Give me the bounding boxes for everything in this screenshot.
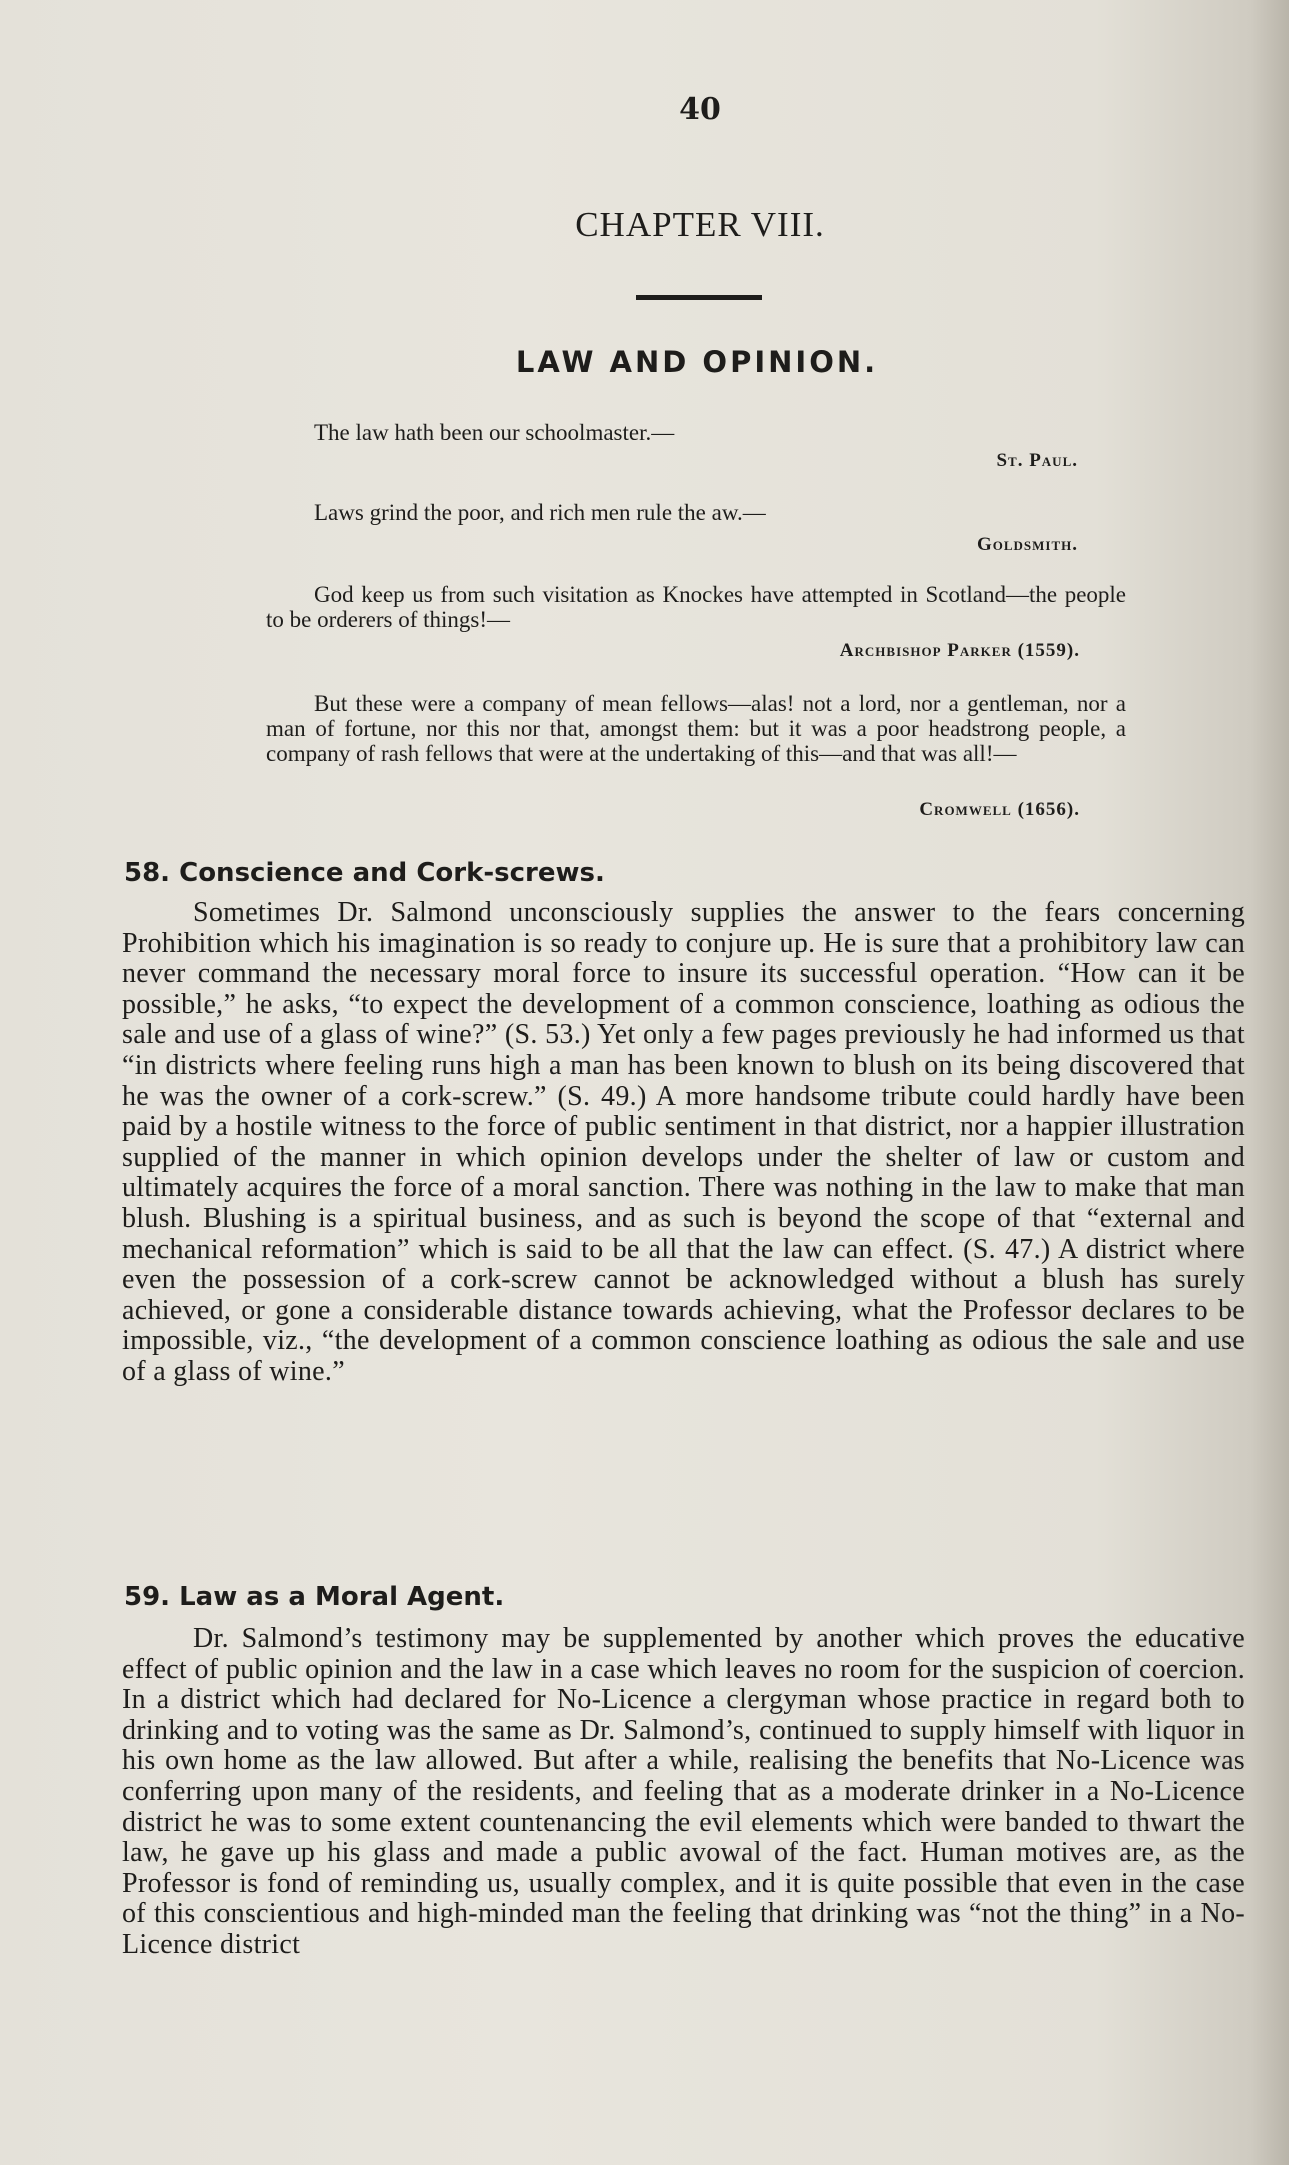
section-heading-58: 58. Conscience and Cork-screws. (124, 858, 605, 888)
epigraph-quote-3: God keep us from such visitation as Knockes have attempted in Scotland—the people to be orderers of things!— (266, 582, 1126, 632)
epigraph-author-4: Cromwell (1656). (919, 799, 1080, 820)
epigraph-quote-4: But these were a company of mean fellows—alas! not a lord, nor a gentleman, nor a man of fortune, nor this nor that, amongst them: but it was a poor headstrong people, a company of rash fellows that were at the undertaking of this—and that was all!— (266, 691, 1126, 766)
section-body-58: Sometimes Dr. Salmond unconsciously supplies the answer to the fears concerning Prohibition which his imagination is so ready to conjure up. He is sure that a prohibitory law can never command the necessary moral force to insure its successful operation. “How can it be possible,” he asks, “to expect the development of a common conscience, loathing as odious the sale and use of a glass of wine?” (S. 53.) Yet only a few pages previously he had informed us that “in districts where feeling runs high a man has been known to blush on its being discovered that he was the owner of a cork-screw.” (S. 49.) A more handsome tribute could hardly have been paid by a hostile witness to the force of public sentiment in that district, nor a happier illustration supplied of the manner in which opinion develops under the shelter of law or custom and ultimately acquires the force of a moral sanction. There was nothing in the law to make that man blush. Blushing is a spiritual business, and as such is beyond the scope of that “external and mechanical reformation” which is said to be all that the law can effect. (S. 47.) A district where even the possession of a cork-screw cannot be acknowledged without a blush has surely achieved, or gone a considerable distance towards achieving, what the Professor declares to be impossible, viz., “the development of a common conscience loathing as odious the sale and use of a glass of wine.” (122, 897, 1245, 1387)
section-body-59: Dr. Salmond’s testimony may be supplemented by another which proves the educative effect of public opinion and the law in a case which leaves no room for the suspicion of coercion. In a district which had declared for No-Licence a clergyman whose practice in regard both to drinking and to voting was the same as Dr. Salmond’s, continued to supply himself with liquor in his own home as the law allowed. But after a while, realising the benefits that No-Licence was conferring upon many of the residents, and feeling that as a moderate drinker in a No-Licence district he was to some extent countenancing the evil elements which were banded to thwart the law, he gave up his glass and made a public avowal of the fact. Human motives are, as the Professor is fond of reminding us, usually complex, and it is quite possible that even in the case of this conscientious and high-minded man the feeling that drinking was “not the thing” in a No-Licence district (122, 1623, 1245, 1960)
title-rule (636, 295, 762, 300)
page-number: 40 (679, 92, 721, 127)
epigraph-author-3: Archbishop Parker (1559). (839, 640, 1080, 661)
section-heading-59: 59. Law as a Moral Agent. (124, 1582, 505, 1612)
epigraph-quote-1: The law hath been our schoolmaster.— (314, 420, 675, 445)
chapter-title: LAW AND OPINION. (515, 345, 879, 379)
epigraph-quote-2: Laws grind the poor, and rich men rule the aw.— (314, 500, 766, 525)
chapter-heading: CHAPTER VIII. (575, 205, 825, 244)
epigraph-author-1: St. Paul. (996, 450, 1078, 471)
epigraph-author-2: Goldsmith. (976, 534, 1078, 555)
